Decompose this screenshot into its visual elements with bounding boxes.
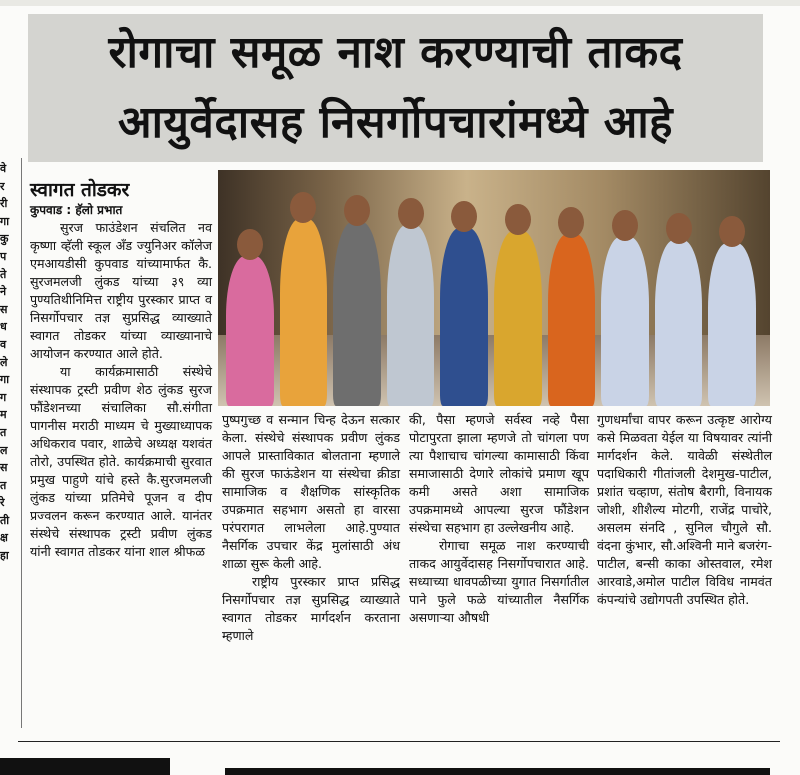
photo-person bbox=[226, 256, 274, 406]
photo-person bbox=[494, 231, 542, 406]
subhead: स्वागत तोडकर bbox=[30, 179, 130, 201]
cropped-text-fragment: प bbox=[0, 249, 7, 263]
cropped-text-fragment: ग bbox=[0, 390, 7, 404]
headline bbox=[28, 18, 763, 158]
cropped-text-fragment: क्ष bbox=[0, 531, 8, 545]
cropped-text-fragment: ने bbox=[0, 285, 7, 299]
paragraph: सुरज फाउंडेशन संचलित नव कृष्णा व्हॅली स्कूल अँड ज्युनिअर कॉलेज एमआयडीसी कुपवाड यांच्यामार्फत कै. सुरजमलजी लुंकड यांच्या ३९ व्या पुण्यतिथीनिमित्त राष्ट्रीय पुरस्कार प्राप्त व निसर्गोपचार तज्ञ सुप्रसिद्ध व्याख्याते स्वागत तोडकर यांच्या व्याख्यानाचे आयोजन करण्यात आले होते. bbox=[30, 220, 212, 361]
cropped-text-fragment: ध bbox=[0, 320, 7, 334]
cropped-text-fragment: गा bbox=[0, 373, 10, 387]
cropped-text-fragment: रे bbox=[0, 496, 5, 510]
cropped-text-fragment: ते bbox=[0, 267, 7, 281]
article-column-4 bbox=[597, 411, 772, 609]
photo-person bbox=[333, 222, 381, 406]
cropped-text-fragment: स bbox=[0, 461, 8, 475]
photo-person-head bbox=[666, 213, 692, 244]
cropped-text-fragment: हा bbox=[0, 549, 9, 563]
photo-person-head bbox=[719, 216, 745, 247]
cropped-text-fragment: व bbox=[0, 337, 7, 351]
cropped-text-fragment: वे bbox=[0, 162, 7, 175]
column-divider bbox=[21, 158, 22, 728]
cropped-text-fragment: ती bbox=[0, 513, 10, 527]
cropped-text-fragment: त bbox=[0, 425, 7, 439]
paragraph: गुणधर्मांचा वापर करून उत्कृष्ट आरोग्य कसे मिळवता येईल या विषयावर त्यांनी मार्गदर्शन केले. यावेळी संस्थेतील पदाधिकारी गीतांजली देशमुख-पाटील, प्रशांत चव्हाण, संतोष बैरागी, विनायक जोशी, शीशैल्य मोटगी, राजेंद्र पाचोरे, असलम संनदि , सुनिल चौगुले सौ. वंदना कुंभार, सौ.अश्विनी माने बजरंग-पाटील, बन्सी काका ओस्तवाल, रमेश आरवाडे,अमोल पाटील विविध नामवंत कंपन्यांचे उद्योगपती उपस्थित होते. bbox=[597, 412, 772, 607]
cropped-text-fragment: त bbox=[0, 478, 7, 492]
paragraph: पुष्पगुच्छ व सन्मान चिन्ह देऊन सत्कार केला. संस्थेचे संस्थापक प्रवीण लुंकड आपले प्रास्ताविकात बोलताना म्हणाले की सुरज फाऊंडेशन या संस्थेचा क्रीडा सामाजिक व शैक्षणिक सांस्कृतिक उपक्रमात सहभाग असतो हा वारसा परंपरागत लाभलेला आहे.पुण्यात नैसर्गिक उपचार केंद्र मुलांसाठी अंध शाळा सुरू केली आहे. bbox=[222, 412, 400, 571]
headline-line-1: रोगाचा समूळ नाश करण्याची ताकद bbox=[108, 27, 683, 78]
photo-person bbox=[280, 219, 328, 406]
cropped-text-fragment: र bbox=[0, 179, 5, 193]
top-rule bbox=[0, 0, 800, 6]
photo-person-head bbox=[398, 198, 424, 229]
photo-person bbox=[548, 234, 596, 406]
cropped-text-fragment: स bbox=[0, 302, 8, 316]
photo-person bbox=[708, 243, 756, 406]
photo-person-head bbox=[451, 201, 477, 232]
paragraph: की, पैसा म्हणजे सर्वस्व नव्हे पैसा पोटापुरता झाला म्हणजे तो चांगला पण त्या पैशाचाच चांगल्या कामासाठी किंवा समाजासाठी देणारे लोकांचे प्रमाण खूप कमी असते अशा सामाजिक उपक्रमामध्ये आपल्या सुरज फौंडेशन संस्थेचा सहभाग हा उल्लेखनीय आहे. bbox=[409, 412, 589, 535]
cropped-headline-fragment bbox=[225, 756, 770, 775]
cropped-text-fragment: गा bbox=[0, 214, 10, 228]
paragraph: या कार्यक्रमासाठी संस्थेचे संस्थापक ट्रस्टी प्रवीण शेठ लुंकड सुरज फौंडेशनच्या संचालिका सौ.संगीता पागनीस मराठी माध्यम चे मुख्याध्यापक अधिकराव पवार, शाळेचे अध्यक्ष यशवंत तोरो, उपस्थित होते. कार्यक्रमाची सुरवात प्रमुख पाहुणे यांचे हस्ते कै.सुरजमलजी लुंकड यांच्या प्रतिमेचे पूजन व दीप प्रज्वलन करून करण्यात आले. यानंतर संस्थेचे संस्थापक ट्रस्टी प्रवीण लुंकड यांनी स्वागत तोडकर यांना शाल श्रीफळ bbox=[30, 364, 212, 559]
article-column-3 bbox=[409, 411, 589, 627]
photo-person-head bbox=[344, 195, 370, 226]
article-column-2 bbox=[222, 411, 400, 645]
paragraph: राष्ट्रीय पुरस्कार प्राप्त प्रसिद्ध निसर्गोपचार तज्ञ सुप्रसिद्ध व्याख्याते स्वागत तोडकर मार्गदर्शन करताना म्हणाले bbox=[222, 574, 400, 643]
photo-person-head bbox=[237, 229, 263, 260]
photo-person bbox=[440, 228, 488, 406]
left-column-fragment bbox=[0, 160, 18, 720]
cropped-text-fragment: कु bbox=[0, 232, 9, 246]
article-column-1 bbox=[30, 219, 212, 561]
cropped-text-fragment: ले bbox=[0, 355, 8, 369]
photo-person-head bbox=[612, 210, 638, 241]
cropped-text-fragment: री bbox=[0, 197, 8, 211]
photo-person-head bbox=[505, 204, 531, 235]
photo-person bbox=[655, 240, 703, 406]
photo-person bbox=[387, 225, 435, 406]
paragraph: रोगाचा समूळ नाश करण्याची ताकद आयुर्वेदासह निसर्गोपचारात आहे. सध्याच्या धावपळीच्या युगात निसर्गातील पाने फुले फळे यांच्यातील नैसर्गिक असणाऱ्या औषधी bbox=[409, 538, 589, 625]
dateline: कुपवाड : हॅलो प्रभात bbox=[30, 203, 123, 217]
event-photo bbox=[218, 170, 770, 406]
next-article-fragment bbox=[0, 742, 800, 775]
cropped-text-fragment: ल bbox=[0, 443, 8, 457]
cropped-text-fragment: म bbox=[0, 408, 7, 422]
photo-person bbox=[601, 237, 649, 406]
cropped-headline-fragment bbox=[0, 746, 170, 775]
headline-line-2: आयुर्वेदासह निसर्गोपचारांमध्ये आहे bbox=[117, 97, 674, 148]
